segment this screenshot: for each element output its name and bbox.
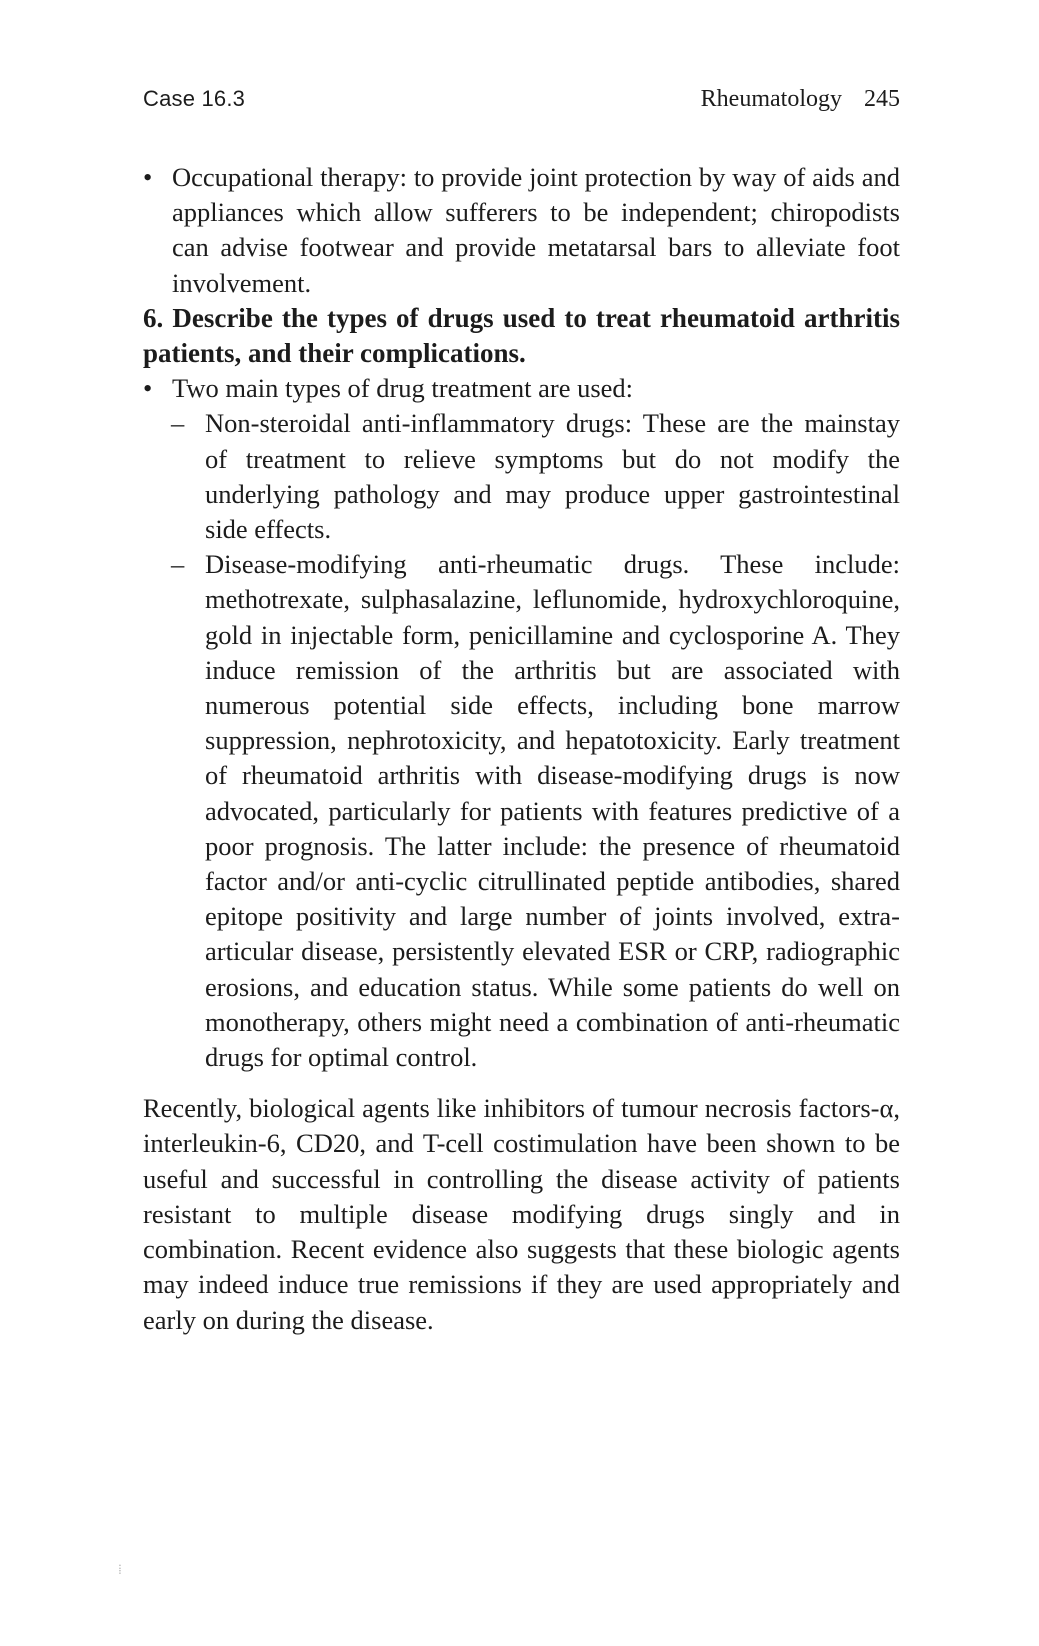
dash-marker: – [171, 549, 185, 580]
bullet-text: Occupational therapy: to provide joint protection by way of aids and appliances which allow sufferers to be independent; chiropodists can advise footwear and provide metatarsal bars to alleviate foot involvement. [172, 162, 900, 298]
occupational-therapy-bullet [143, 160, 900, 301]
question-heading [143, 301, 900, 371]
nsaids-subitem [143, 406, 900, 547]
closing-paragraph: Recently, biological agents like inhibitors of tumour necrosis factors-α, interleukin-6, CD20, and T-cell costimulation have been shown to be useful and successful in controlling the disease activity of patients resistant to multiple disease modifying drugs singly and in combination. Recent evidence also suggests that these biologic agents may indeed induce true remissions if they are used appropriately and early on during the disease. [143, 1093, 900, 1335]
running-head [143, 86, 900, 116]
case-label: Case 16.3 [143, 86, 246, 111]
bullet-marker: • [143, 162, 153, 192]
bullet-marker: • [143, 373, 153, 404]
subitem-text: Disease-modifying anti-rheumatic drugs. These include: methotrexate, sulphasalazine, leflunomide, hydroxychloroquine, gold in injectable form, penicillamine and cyclosporine A. They induce remission of the arthritis but are associated with numerous potential side effects, including bone marrow suppression, nephrotoxicity, and hepatotoxicity. Early treatment of rheumatoid arthritis with disease-modifying drugs is now advocated, particularly for patients with features predictive of a poor prognosis. The latter include: the presence of rheumatoid factor and/or anti-cyclic citrullinated peptide antibodies, shared epitope positivity and large number of joints involved, extra-articular disease, persistently elevated ESR or CRP, radiographic erosions, and education status. While some patients do well on monotherapy, others might need a combination of anti-rheumatic drugs for optimal control. [205, 549, 900, 1073]
question-number: 6. [143, 302, 164, 333]
bullet-text: Two main types of drug treatment are used: [172, 373, 634, 404]
drug-types-bullet [143, 371, 900, 406]
section-title: Rheumatology [700, 86, 842, 112]
page-number: 245 [864, 86, 900, 112]
subitem-text: Non-steroidal anti-inflammatory drugs: These are the mainstay of treatment to relieve symptoms but do not modify the underlying pathology and may produce upper gastrointestinal side effects. [205, 408, 900, 545]
question-text: Describe the types of drugs used to treat rheumatoid arthritis patients, and their complications. [143, 302, 901, 369]
dash-marker: – [171, 408, 185, 439]
page-body [143, 160, 900, 1364]
dmards-subitem [143, 547, 900, 1075]
scan-artifact-mark: ⁞ [118, 1563, 122, 1578]
running-head-right [701, 86, 900, 113]
